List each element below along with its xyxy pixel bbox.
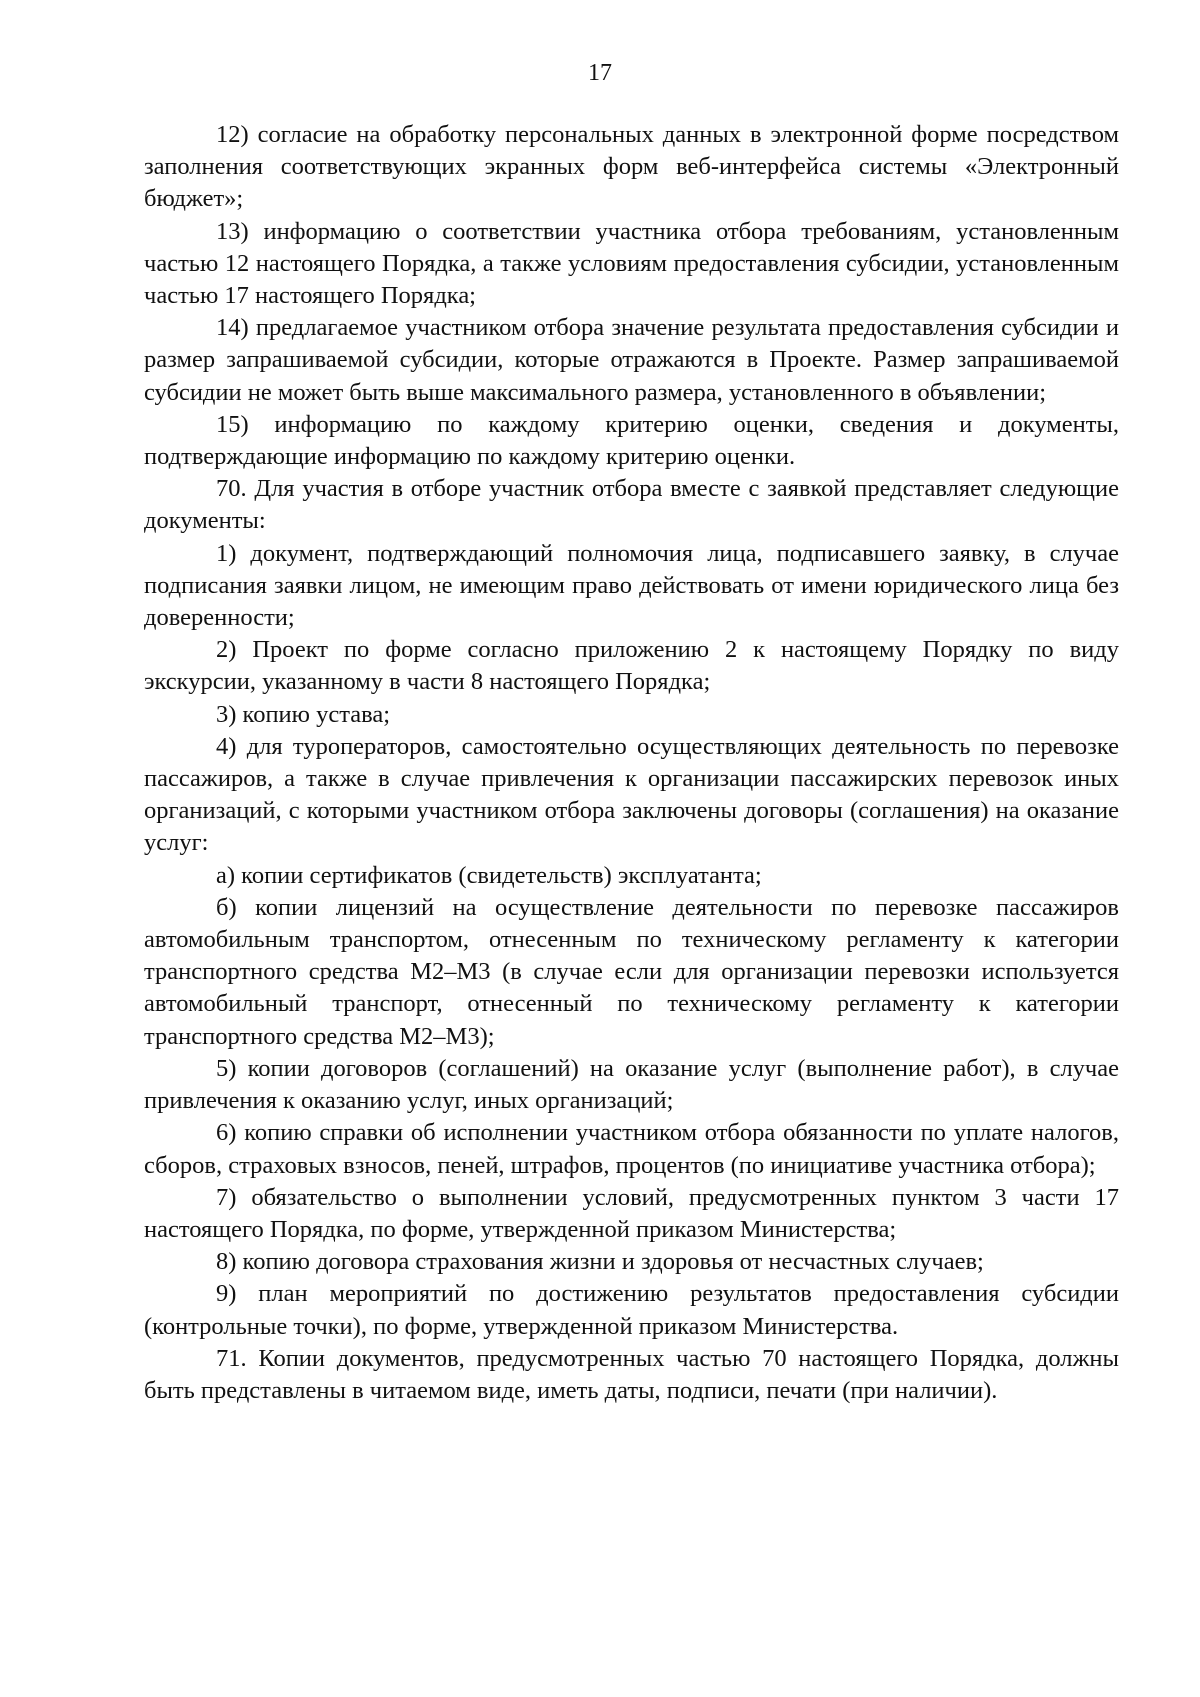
paragraph-doc-4: 4) для туроператоров, самостоятельно осуществляющих деятельность по перевозке пассажиров, а также в случае привлечения к организации пассажирских перевозок иных организаций, с которыми участником отбора заключены договоры (соглашения) на оказание услуг: xyxy=(144,732,1119,857)
paragraph-doc-3: 3) копию устава; xyxy=(216,700,391,728)
paragraph-doc-1: 1) документ, подтверждающий полномочия лица, подписавшего заявку, в случае подписания заявки лицом, не имеющим право действовать от имени юридического лица без доверенности; xyxy=(144,539,1119,632)
paragraph-doc-6: 6) копию справки об исполнении участником отбора обязанности по уплате налогов, сборов, страховых взносов, пеней, штрафов, процентов (по инициативе участника отбора); xyxy=(144,1119,1119,1179)
paragraph-item-15: 15) информацию по каждому критерию оценки, сведения и документы, подтверждающие информацию по каждому критерию оценки. xyxy=(144,410,1119,471)
paragraph-item-14: 14) предлагаемое участником отбора значение результата предоставления субсидии и размер запрашиваемой субсидии, которые отражаются в Проекте. Размер запрашиваемой субсидии не может быть выше максимального размера, установленного в объявлении; xyxy=(144,314,1119,406)
page-number: 17 xyxy=(588,60,612,86)
paragraph-doc-7: 7) обязательство о выполнении условий, предусмотренных пунктом 3 части 17 настоящего Порядка, по форме, утвержденной приказом Министерства; xyxy=(144,1183,1119,1243)
paragraph-doc-9: 9) план мероприятий по достижению результатов предоставления субсидии (контрольные точки), по форме, утвержденной приказом Министерства. xyxy=(144,1280,1119,1340)
paragraph-doc-2: 2) Проект по форме согласно приложению 2 к настоящему Порядку по виду экскурсии, указанному в части 8 настоящего Порядка; xyxy=(144,636,1119,696)
paragraph-doc-8: 8) копию договора страхования жизни и здоровья от несчастных случаев; xyxy=(216,1248,984,1276)
paragraph-doc-5: 5) копии договоров (соглашений) на оказание услуг (выполнение работ), в случае привлечения к оказанию услуг, иных организаций; xyxy=(144,1054,1119,1115)
document-body xyxy=(144,119,1119,1407)
paragraph-item-13: 13) информацию о соответствии участника отбора требованиям, установленным частью 12 настоящего Порядка, а также условиям предоставления субсидии, установленным частью 17 настоящего Порядка; xyxy=(144,217,1119,310)
paragraph-section-70: 70. Для участия в отборе участник отбора вместе с заявкой представляет следующие документы: xyxy=(144,475,1119,535)
paragraph-doc-4b: б) копии лицензий на осуществление деятельности по перевозке пассажиров автомобильным транспортом, отнесенным по техническому регламенту к категории транспортного средства М2–М3 (в случае если для организации перевозки используется автомобильный транспорт, отнесенный по техническому регламенту к категории транспортного средства М2–М3); xyxy=(144,893,1119,1050)
paragraph-item-12: 12) согласие на обработку персональных данных в электронной форме посредством заполнения соответствующих экранных форм веб-интерфейса системы «Электронный бюджет»; xyxy=(144,121,1119,213)
paragraph-doc-4a: а) копии сертификатов (свидетельств) эксплуатанта; xyxy=(216,861,762,889)
paragraph-section-71: 71. Копии документов, предусмотренных частью 70 настоящего Порядка, должны быть представлены в читаемом виде, иметь даты, подписи, печати (при наличии). xyxy=(144,1344,1119,1404)
